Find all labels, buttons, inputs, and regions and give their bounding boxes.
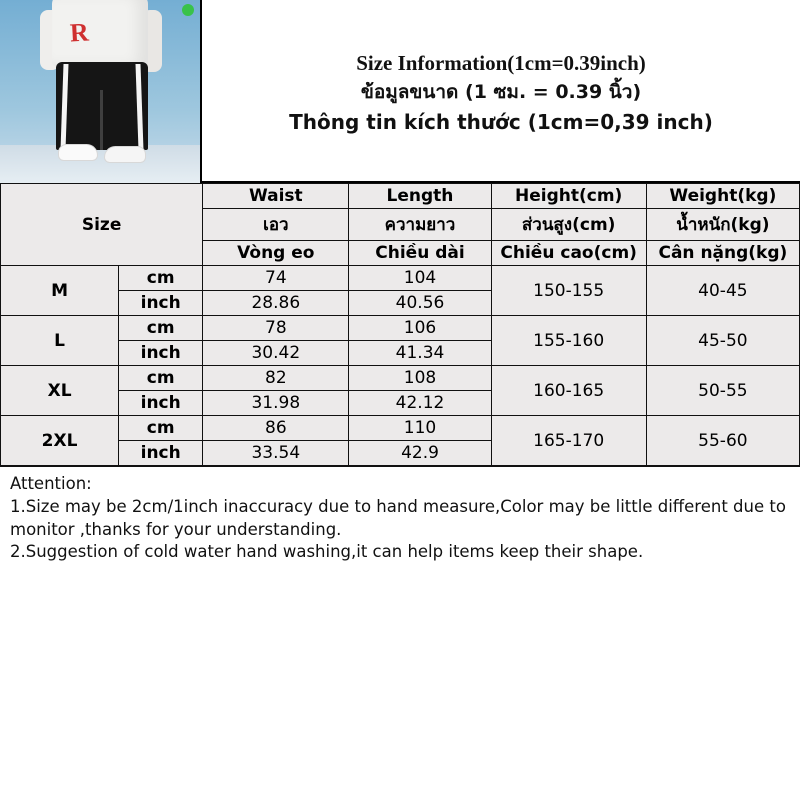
green-dot-icon bbox=[182, 4, 194, 16]
row-size-xl: XL bbox=[1, 366, 119, 416]
col-header-waist-en: Waist bbox=[203, 184, 349, 209]
unit-cm-2xl: cm bbox=[119, 416, 203, 441]
waist-cm-m: 74 bbox=[203, 266, 349, 291]
weight-2xl: 55-60 bbox=[646, 416, 799, 466]
size-table bbox=[0, 183, 800, 466]
col-header-length-en: Length bbox=[349, 184, 491, 209]
model-shoe-right bbox=[104, 146, 146, 163]
unit-cm-m: cm bbox=[119, 266, 203, 291]
row-size-m: M bbox=[1, 266, 119, 316]
unit-inch-2xl: inch bbox=[119, 441, 203, 466]
length-inch-m: 40.56 bbox=[349, 291, 491, 316]
table-row bbox=[1, 416, 800, 441]
row-size-2xl: 2XL bbox=[1, 416, 119, 466]
col-header-weight-en: Weight(kg) bbox=[646, 184, 799, 209]
col-header-length-th: ความยาว bbox=[349, 209, 491, 241]
waist-cm-l: 78 bbox=[203, 316, 349, 341]
title-vietnamese: Thông tin kích thước (1cm=0,39 inch) bbox=[289, 110, 713, 134]
unit-cm-xl: cm bbox=[119, 366, 203, 391]
col-header-weight-vi: Cân nặng(kg) bbox=[646, 241, 799, 266]
model-shoe-left bbox=[58, 144, 98, 161]
shirt-graphic-text: R bbox=[69, 17, 92, 48]
row-size-l: L bbox=[1, 316, 119, 366]
weight-l: 45-50 bbox=[646, 316, 799, 366]
unit-cm-l: cm bbox=[119, 316, 203, 341]
model-shirt bbox=[52, 0, 148, 66]
attention-line-2: 2.Suggestion of cold water hand washing,it can help items keep their shape. bbox=[10, 542, 644, 562]
table-row bbox=[1, 366, 800, 391]
model-pants bbox=[56, 62, 148, 150]
waist-cm-xl: 82 bbox=[203, 366, 349, 391]
col-header-waist-vi: Vòng eo bbox=[203, 241, 349, 266]
col-header-weight-th: น้ำหนัก(kg) bbox=[646, 209, 799, 241]
length-inch-l: 41.34 bbox=[349, 341, 491, 366]
title-english: Size Information(1cm=0.39inch) bbox=[356, 51, 646, 75]
attention-heading: Attention: bbox=[10, 474, 92, 493]
col-header-waist-th: เอว bbox=[203, 209, 349, 241]
unit-inch-xl: inch bbox=[119, 391, 203, 416]
table-header-row-en bbox=[1, 184, 800, 209]
length-cm-l: 106 bbox=[349, 316, 491, 341]
waist-inch-m: 28.86 bbox=[203, 291, 349, 316]
unit-inch-l: inch bbox=[119, 341, 203, 366]
photo-floor bbox=[0, 145, 200, 183]
col-header-length-vi: Chiều dài bbox=[349, 241, 491, 266]
header bbox=[0, 0, 800, 183]
waist-inch-2xl: 33.54 bbox=[203, 441, 349, 466]
product-photo bbox=[0, 0, 202, 183]
col-header-height-en: Height(cm) bbox=[491, 184, 646, 209]
height-2xl: 165-170 bbox=[491, 416, 646, 466]
col-header-height-vi: Chiều cao(cm) bbox=[491, 241, 646, 266]
attention-line-1: 1.Size may be 2cm/1inch inaccuracy due to hand measure,Color may be little different due to monitor ,thanks for your understanding. bbox=[10, 496, 786, 539]
weight-xl: 50-55 bbox=[646, 366, 799, 416]
table-row bbox=[1, 266, 800, 291]
size-header-cell: Size bbox=[1, 184, 203, 266]
waist-cm-2xl: 86 bbox=[203, 416, 349, 441]
height-m: 150-155 bbox=[491, 266, 646, 316]
height-xl: 160-165 bbox=[491, 366, 646, 416]
weight-m: 40-45 bbox=[646, 266, 799, 316]
length-cm-m: 104 bbox=[349, 266, 491, 291]
unit-inch-m: inch bbox=[119, 291, 203, 316]
col-header-height-th: ส่วนสูง(cm) bbox=[491, 209, 646, 241]
length-inch-2xl: 42.9 bbox=[349, 441, 491, 466]
length-inch-xl: 42.12 bbox=[349, 391, 491, 416]
attention-section bbox=[0, 466, 800, 572]
title-block bbox=[202, 0, 800, 181]
length-cm-2xl: 110 bbox=[349, 416, 491, 441]
waist-inch-xl: 31.98 bbox=[203, 391, 349, 416]
height-l: 155-160 bbox=[491, 316, 646, 366]
title-thai: ข้อมูลขนาด (1 ซม. = 0.39 นิ้ว) bbox=[360, 81, 642, 104]
waist-inch-l: 30.42 bbox=[203, 341, 349, 366]
table-row bbox=[1, 316, 800, 341]
length-cm-xl: 108 bbox=[349, 366, 491, 391]
